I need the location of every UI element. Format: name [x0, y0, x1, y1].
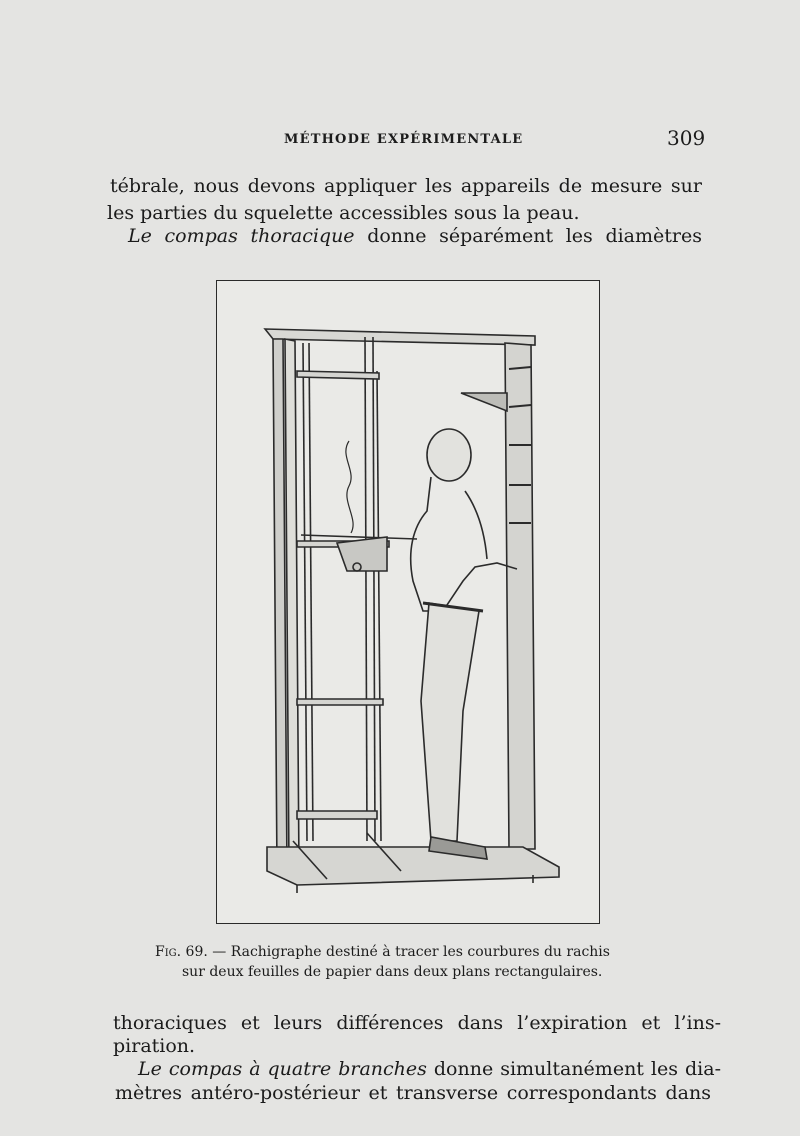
figure-69-illustration: [216, 280, 600, 924]
italic-term-compas-quatre-branches: Le compas à quatre branches: [138, 1058, 427, 1080]
body-line-3-rest: donne séparément les diamètres: [354, 225, 702, 247]
body-line-5: piration.: [113, 1035, 196, 1057]
page-number: 309: [667, 126, 706, 150]
body-line-3: [128, 225, 702, 247]
italic-term-compas-thoracique: Le compas thoracique: [128, 225, 355, 247]
figure-label: Fig. 69.: [155, 944, 208, 960]
figure-caption-line-2: sur deux feuilles de papier dans deux plans rectangulaires.: [182, 964, 603, 980]
body-line-7: mètres antéro-postérieur et transverse correspondants dans: [115, 1082, 711, 1104]
figure-caption-line-1: [155, 944, 610, 960]
body-line-4: thoraciques et leurs différences dans l’expiration et l’ins-: [113, 1012, 721, 1034]
running-head: MÉTHODE EXPÉRIMENTALE: [284, 132, 524, 147]
rachigraphe-engraving: [217, 281, 599, 923]
body-line-6-rest: donne simultanément les dia-: [426, 1058, 721, 1080]
body-line-1: tébrale, nous devons appliquer les appareils de mesure sur: [110, 175, 702, 197]
figure-caption-text-1: — Rachigraphe destiné à tracer les courbures du rachis: [207, 944, 610, 960]
body-line-6: [138, 1058, 721, 1080]
body-line-2: les parties du squelette accessibles sous la peau.: [107, 202, 580, 224]
